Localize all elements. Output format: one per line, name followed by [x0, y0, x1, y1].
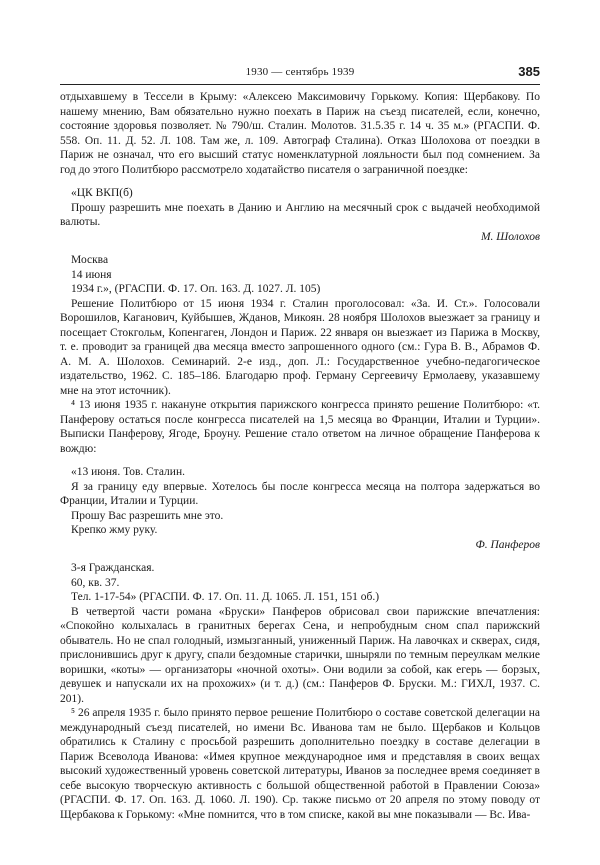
- running-head: 1930 — сентябрь 1939: [245, 66, 355, 78]
- paragraph-continuation: отдыхавшему в Тессели в Крыму: «Алексею Максимовичу Горькому. Копия: Щербакову. По нашему мнению, Вам обязательно нужно поехать в Париж на съезд писателей, если, конечно, состояние здоровья позволяет. № 790/ш. Сталин. Молотов. 31.5.35 г. 14 ч. 35 м.» (РГАСПИ. Ф. 558. Оп. 11. Д. 52. Л. 108. Там же, л. 109. Автограф Сталина). Отказ Шолохова от поездки в Париж не означал, что его высший статус номенклатурной лояльности был под сомнением. За год до этого Политбюро рассмотрело ходатайство писателя о заграничной поездке:: [60, 91, 540, 176]
- letter1-place: Москва: [71, 254, 109, 266]
- letter1-signature: М. Шолохов: [480, 230, 540, 243]
- paragraph-bruski: В четвертой части романа «Бруски» Панферов обрисовал свои парижские впечатления: «Спокойно колыхалась в гранитных берегах Сена, и непробудным сном спал парижский обыватель. Но не спал голодный, измызганный, униженный Париж. На лавочках и скверах, сидя, прислонившись друг к другу, спали бездомные старички, шныряли по темным переулкам мелкие воришки, «коты» — организаторы «ночной охоты». Они водили за собой, как егерь — борзых, девушек и напускали их на прохожих» (и т. д.) (см.: Панферов Ф. Бруски. М.: ГИХЛ, 1937. С. 201).: [60, 605, 540, 705]
- letter2-address-line2: 60, кв. 37.: [71, 576, 120, 589]
- page-number: 385: [518, 64, 540, 79]
- letter1-date: 14 июня: [71, 268, 112, 281]
- letter2-closing: Крепко жму руку.: [71, 524, 158, 536]
- letter2-request: Прошу Вас разрешить мне это.: [71, 509, 224, 522]
- page-header: [60, 66, 540, 85]
- letter2-opening: «13 июня. Тов. Сталин.: [71, 466, 185, 478]
- page-body: [60, 90, 540, 822]
- letter2-address-line1: 3-я Гражданская.: [71, 562, 155, 574]
- footnote-5: ⁵ 26 апреля 1935 г. было принято первое решение Политбюро о составе советской делегации на международный съезд писателей, но имени Вс. Иванова там не было. Щербаков и Кольцов обратились к Сталину с просьбой разрешить дополнительно поездку в составе делегации в Париж Всеволода Иванова: «Имея крупное международное имя и представляя в своих вещах высокий художественный уровень советской литературы, Иванов за последнее время соединяет в себе высокую творческую активность с большой общественной работой в Правлении Союза» (РГАСПИ. Ф. 17. Оп. 163. Д. 1060. Л. 190). Ср. также письмо от 20 апреля по этому поводу от Щербакова к Горькому: «Мне помнится, что в том списке, какой вы мне показывали — Вс. Ива-: [60, 707, 540, 821]
- letter2-signature: Ф. Панферов: [475, 538, 540, 551]
- letter2-address-line3: Тел. 1-17-54» (РГАСПИ. Ф. 17. Оп. 11. Д. 1065. Л. 151, 151 об.): [71, 591, 380, 603]
- footnote-4: ⁴ 13 июня 1935 г. накануне открытия парижского конгресса принято решение Политбюро: «т. Панферову остаться после конгресса писателей на 1,5 месяца во Франции, Италии и Турции». Выписки Панферову, Ягоде, Броуну. Решение стало ответом на личное обращение Панферова к вождю:: [60, 399, 540, 455]
- letter1-addressee: «ЦК ВКП(б): [71, 187, 133, 199]
- paragraph-politburo-decision: Решение Политбюро от 15 июня 1934 г. Сталин проголосовал: «За. И. Ст.». Голосовали Ворошилов, Каганович, Куйбышев, Жданов, Микоян. 28 ноября Шолохов выезжает за границу и посещает Стокгольм, Копенгаген, Лондон и Париж. 22 января он выезжает из Парижа в Москву, т. е. проводит за границей два месяца вместо запрошенного одного (см.: Гура В. В., Абрамов Ф. А. М. А. Шолохов. Семинарий. 2-е изд., доп. Л.: Государственное учебно-педагогическое издательство, 1962. С. 185–186. Благодарю проф. Герману Сергеевичу Ермолаеву, указавшему мне на этот источник).: [60, 297, 540, 397]
- letter1-text: Прошу разрешить мне поехать в Данию и Англию на месячный срок с выдачей необходимой валюты.: [60, 201, 540, 228]
- letter1-year-ref: 1934 г.», (РГАСПИ. Ф. 17. Оп. 163. Д. 1027. Л. 105): [71, 283, 321, 295]
- letter2-text: Я за границу еду впервые. Хотелось бы после конгресса месяца на полтора задержаться во Франции, Италии и Турции.: [60, 480, 540, 507]
